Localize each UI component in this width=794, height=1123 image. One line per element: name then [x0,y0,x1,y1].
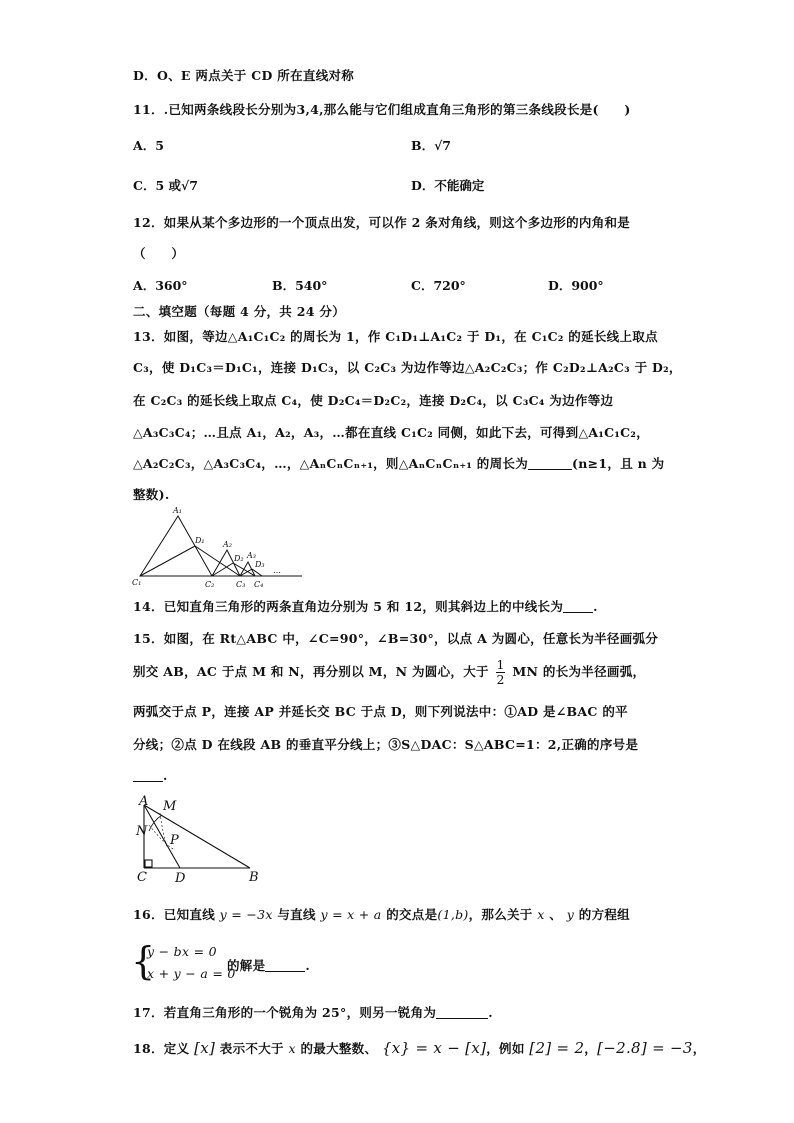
q11-stem: 11．.已知两条线段长分别为3,4,那么能与它们组成直角三角形的第三条线段长是( ) [133,102,631,117]
q16-text-f: 的解是 [227,958,266,973]
q15-fraction [496,658,504,687]
fig13-label-a3: A₃ [247,551,256,560]
section-title: 二、填空题（每题 4 分，共 24 分） [133,304,346,319]
q13-line-4: △A₃C₃C₄；…且点 A₁，A₂，A₃，…都在直线 C₁C₂ 同侧，如此下去，可得到△A₁C₁C₂， [133,425,649,440]
fig15-label-p: P [170,833,179,848]
q13-line-5-tail: (n≥1，且 n 为 [572,456,665,471]
q11-option-d: D．不能确定 [411,178,485,193]
q13-figure [130,503,310,588]
q13-line-5-text: △A₂C₂C₃，△A₃C₃C₄，…，△AₙCₙCₙ₊₁，则△AₙCₙCₙ₊₁ 的周长为 [133,456,529,471]
q15-fraction-num: 1 [496,657,505,672]
q18-var-x: x [288,1041,296,1056]
q16-line-1 [133,905,630,923]
fig13-label-c2: C₂ [205,580,215,588]
q16-line-2 [227,956,310,974]
q13-line-3: 在 C₂C₃ 的延长线上取点 C₄，使 D₂C₄＝D₂C₂，连接 D₂C₄，以 C₃C₄ 为边作等边 [133,393,614,408]
q14-line [133,597,598,615]
q18-text-b: 表示不大于 [219,1041,284,1056]
q16-end: . [305,958,311,973]
fig13-label-c4: C₄ [254,580,264,588]
q13-answer-blank[interactable] [528,458,572,470]
q15-line-1: 15．如图，在 Rt△ABC 中，∠C=90°，∠B=30°，以点 A 为圆心，任意长为半径画弧分 [133,631,659,646]
q17-line [133,1003,493,1021]
q18-floor-x: [x] [194,1039,216,1057]
fig15-label-m: M [163,799,177,814]
q17-end: . [488,1005,493,1020]
fig13-label-c1: C₁ [132,578,142,587]
q18-frac-def: {x} = x − [x] [381,1039,487,1057]
fig13-label-d3: D₃ [255,560,265,569]
q16-text-d: ，那么关于 [468,907,533,922]
q14-stem: 14．已知直角三角形的两条直角边分别为 5 和 12，则其斜边上的中线长为 [133,599,564,614]
q18-example-2: [−2.8] = −3 [597,1039,693,1057]
q15-answer-blank[interactable] [133,770,163,782]
q11-option-a: A．5 [133,138,164,153]
q13-line-2: C₃，使 D₁C₃＝D₁C₁，连接 D₁C₃，以 C₂C₃ 为边作等边△A₂C₂C₃；作 C₂D₂⊥A₂C₃ 于 D₂， [133,360,682,375]
q15-figure [135,795,270,885]
q16-eq1: y = −3x [219,907,273,922]
q17-stem: 17．若直角三角形的一个锐角为 25°，则另一锐角为 [133,1005,437,1020]
q16-text-b: 与直线 [277,907,316,922]
q18-tail: ， [692,1041,706,1056]
q15-line-2-tail: MN 的长为半径画弧， [512,664,646,679]
q12-stem: 12．如果从某个多边形的一个顶点出发，可以作 2 条对角线，则这个多边形的内角和是 [133,215,631,230]
q13-line-6: 整数). [133,487,170,502]
q18-text-a: 18．定义 [133,1041,190,1056]
q16-answer-blank[interactable] [265,960,305,972]
q12-option-d: D．900° [548,278,604,293]
q12-option-c: C．720° [411,278,466,293]
q16-text-c: 的交点是 [386,907,438,922]
q12-option-b: B．540° [272,278,328,293]
fig13-label-d1: D₁ [195,536,205,545]
q17-answer-blank[interactable] [436,1007,488,1019]
fig15-label-b: B [249,870,259,885]
q16-system-eq1: y − bx = 0 [147,944,217,959]
q16-var-y: y [566,907,575,922]
q16-eq2: y = x + a [320,907,382,922]
q15-fraction-den: 2 [496,672,505,687]
q15-line-5 [133,768,168,783]
fig13-dots: … [273,566,281,575]
fig13-label-a2: A₂ [223,540,232,549]
q14-answer-blank[interactable] [563,601,593,613]
q16-system-eq2: x + y − a = 0 [147,966,236,981]
q15-line-2 [133,658,645,687]
q12-paren: （ ） [133,246,185,261]
q11-option-b: B．√7 [411,138,451,153]
q12-option-a: A．360° [133,278,188,293]
q16-brace: { [131,939,156,983]
q10-option-d: D．O、E 两点关于 CD 所在直线对称 [133,68,355,83]
q16-text-e: 的方程组 [578,907,630,922]
fig15-label-c: C [137,870,147,885]
q11-option-c: C．5 或√7 [133,178,198,193]
q18-comma: ， [584,1041,598,1056]
fig15-label-d: D [175,871,186,885]
fig13-label-d2: D₂ [234,554,244,563]
q14-end: . [593,599,598,614]
q13-line-1: 13．如图，等边△A₁C₁C₂ 的周长为 1，作 C₁D₁⊥A₁C₂ 于 D₁，在 C₁C₂ 的延长线上取点 [133,329,658,344]
q15-end: . [163,768,168,783]
q16-point: (1,b) [437,907,469,922]
fig13-label-c3: C₃ [236,580,246,588]
q18-text-d: ，例如 [486,1041,525,1056]
fig15-label-n: N [136,824,148,839]
q18-text-c: 的最大整数、 [300,1041,378,1056]
q16-text-a: 16．已知直线 [133,907,215,922]
fig13-label-a1: A₁ [173,506,182,515]
q13-line-5 [133,454,664,472]
q15-line-4: 分线；②点 D 在线段 AB 的垂直平分线上；③S△DAC：S△ABC=1：2,正确的序号是 [133,737,639,752]
fig15-label-a: A [139,795,149,809]
q18-example-1: [2] = 2 [529,1039,585,1057]
q15-line-3: 两弧交于点 P，连接 AP 并延长交 BC 于点 D，则下列说法中：①AD 是∠BAC 的平 [133,704,628,719]
q15-line-2-text: 别交 AB，AC 于点 M 和 N，再分别以 M，N 为圆心，大于 [133,664,489,679]
q18-line [133,1039,706,1057]
q16-sep: 、 [549,907,563,922]
q16-var-x: x [537,907,545,922]
